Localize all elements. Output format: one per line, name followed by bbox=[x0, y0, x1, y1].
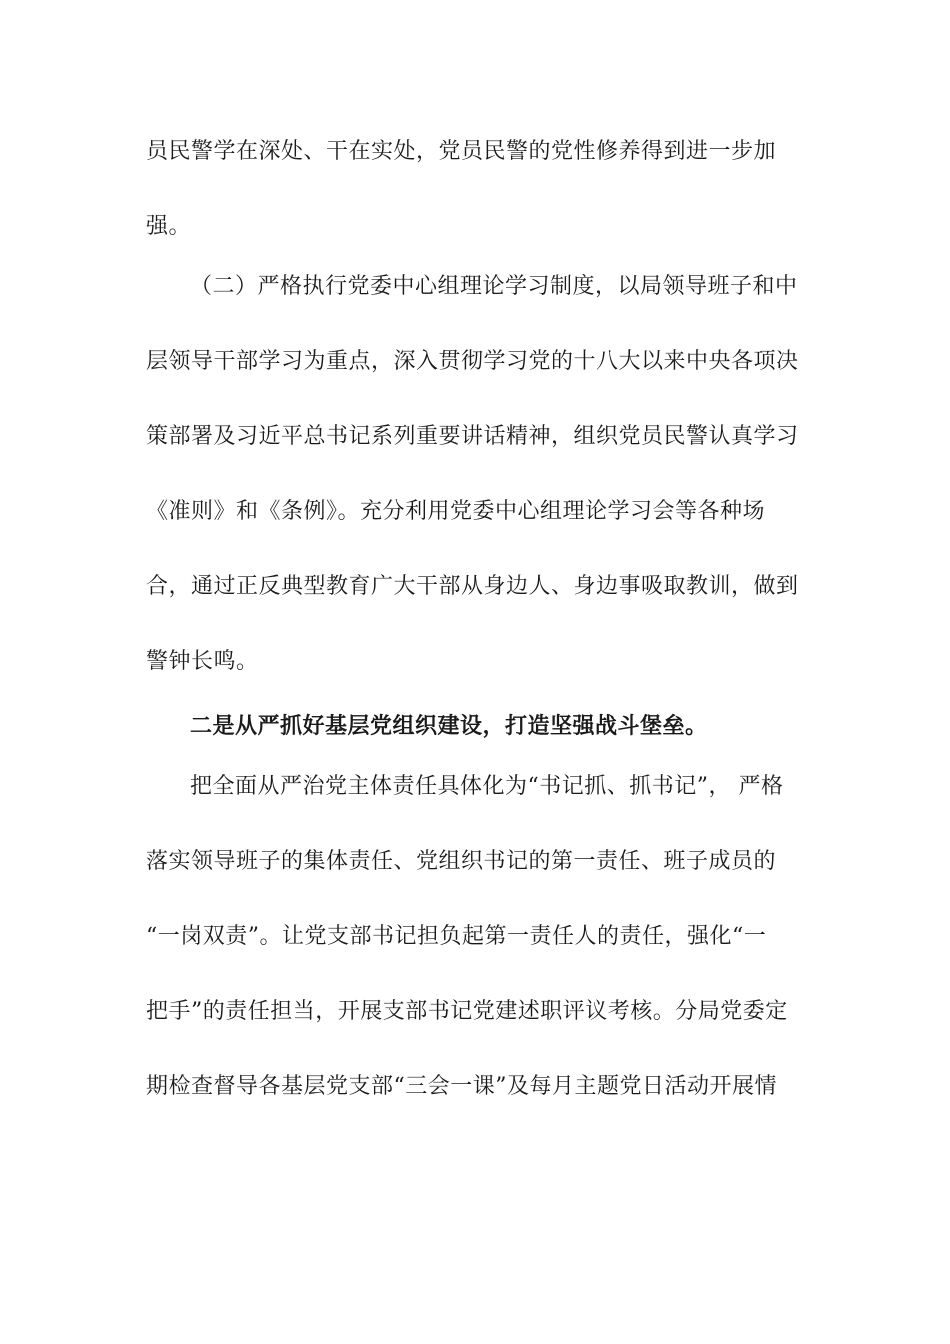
paragraph-line: 合，通过正反典型教育广大干部从身边人、身边事吸取教训，做到 bbox=[146, 574, 799, 599]
paragraph-line: 落实领导班子的集体责任、党组织书记的第一责任、班子成员的 bbox=[146, 849, 777, 874]
paragraph-line: （二）严格执行党委中心组理论学习制度，以局领导班子和中 bbox=[190, 274, 798, 299]
paragraph-line: 员民警学在深处、干在实处，党员民警的党性修养得到进一步加 bbox=[146, 139, 777, 164]
paragraph-line: 强。 bbox=[146, 214, 192, 239]
paragraph-line: 把手”的责任担当，开展支部书记党建述职评议考核。分局党委定 bbox=[146, 999, 788, 1024]
paragraph-line: 警钟长鸣。 bbox=[146, 649, 259, 674]
paragraph-line: “一岗双责”。让党支部书记担负起第一责任人的责任，强化“一 bbox=[146, 924, 767, 949]
section-heading: 二是从严抓好基层党组织建设，打造坚强战斗堡垒。 bbox=[190, 713, 708, 739]
paragraph-line: 把全面从严治党主体责任具体化为“书记抓、抓书记”， 严格 bbox=[190, 774, 784, 799]
paragraph-line: 期检查督导各基层党支部“三会一课”及每月主题党日活动开展情 bbox=[146, 1074, 777, 1099]
paragraph-line: 策部署及习近平总书记系列重要讲话精神，组织党员民警认真学习 bbox=[146, 424, 799, 449]
paragraph-line: 《准则》和《条例》。充分利用党委中心组理论学习会等各种场 bbox=[146, 499, 766, 524]
paragraph-line: 层领导干部学习为重点，深入贯彻学习党的十八大以来中央各项决 bbox=[146, 349, 799, 374]
